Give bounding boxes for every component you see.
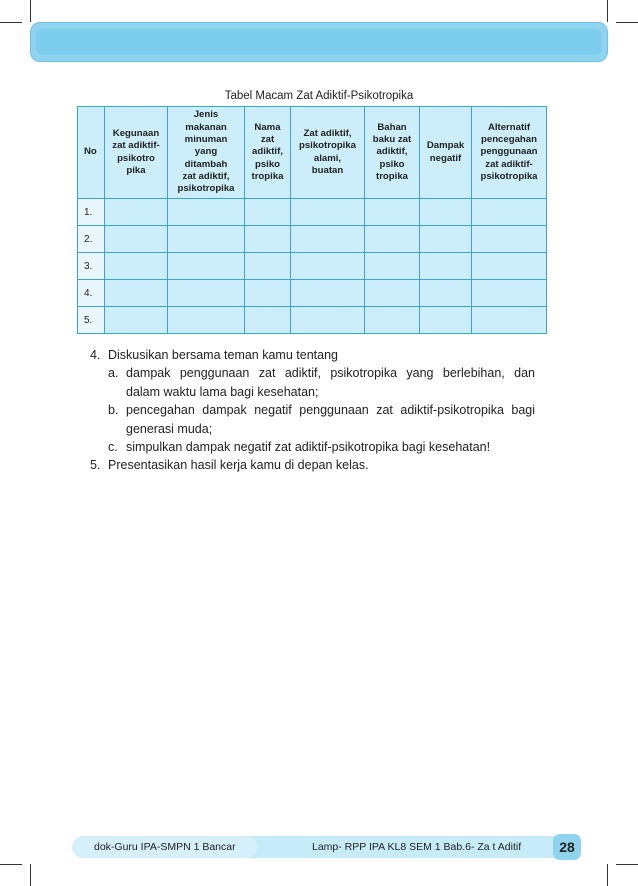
table-cell (168, 226, 245, 253)
page-number: 28 (553, 834, 581, 860)
sub-item-b: b. pencegahan dampak negatif penggunaan zat adiktif-psikotropika bagi generasi muda; (108, 403, 535, 436)
table-cell (472, 280, 547, 307)
crop-mark (616, 22, 638, 23)
table-cell (245, 199, 291, 226)
table-cell (245, 253, 291, 280)
table-cell (245, 307, 291, 334)
column-header: No (78, 107, 105, 199)
crop-mark (607, 864, 608, 886)
table-title: Tabel Macam Zat Adiktif-Psikotropika (224, 90, 414, 102)
table-cell (472, 307, 547, 334)
zat-adiktif-table (77, 106, 547, 334)
column-header: Nama zat adiktif, psiko tropika (245, 107, 291, 199)
table-cell (245, 280, 291, 307)
crop-mark (0, 864, 22, 865)
table-cell (365, 226, 420, 253)
crop-mark (30, 0, 31, 22)
table-cell (291, 280, 365, 307)
column-header: Jenis makanan minuman yang ditambah zat adiktif, psikotropika (168, 107, 245, 199)
table-cell (472, 199, 547, 226)
row-number: 3. (78, 253, 105, 280)
table-cell (472, 253, 547, 280)
table-cell (291, 199, 365, 226)
header-row (78, 107, 547, 199)
instruction-item-5: 5. Presentasikan hasil kerja kamu di depan kelas. (90, 458, 369, 473)
table-cell (365, 199, 420, 226)
table-cell (245, 226, 291, 253)
row-number: 1. (78, 199, 105, 226)
table-cell (291, 253, 365, 280)
crop-mark (0, 22, 22, 23)
table-cell (420, 280, 472, 307)
table-row (78, 280, 547, 307)
top-banner (30, 22, 608, 62)
table-cell (365, 280, 420, 307)
top-banner-inner (36, 29, 602, 55)
table-cell (105, 307, 168, 334)
instructions (90, 346, 535, 475)
table-cell (168, 253, 245, 280)
row-number: 4. (78, 280, 105, 307)
footer-right-label: Lamp- RPP IPA KL8 SEM 1 Bab.6- Za t Aditif (312, 841, 522, 853)
table-row (78, 307, 547, 334)
column-header: Kegunaan zat adiktif- psikotro pika (105, 107, 168, 199)
table-cell (291, 226, 365, 253)
crop-mark (607, 0, 608, 22)
table-cell (291, 307, 365, 334)
table-cell (365, 307, 420, 334)
row-number: 2. (78, 226, 105, 253)
table-cell (365, 253, 420, 280)
table-cell (168, 307, 245, 334)
table-cell (168, 280, 245, 307)
table-row (78, 226, 547, 253)
table-cell (420, 307, 472, 334)
crop-mark (30, 864, 31, 886)
table-cell (105, 280, 168, 307)
footer-left-label: dok-Guru IPA-SMPN 1 Bancar (72, 836, 257, 858)
table-row (78, 253, 547, 280)
table-cell (420, 253, 472, 280)
sub-item-a: a. dampak penggunaan zat adiktif, psikotropika yang berlebihan, dan dalam waktu lama bagi kesehatan; (108, 366, 535, 399)
row-number: 5. (78, 307, 105, 334)
table-row (78, 199, 547, 226)
instruction-item-4: 4. Diskusikan bersama teman kamu tentang a. dampak penggunaan zat adiktif, psikotropika yang berlebihan, dan dalam waktu lama bagi kesehatan; b. pencegahan dampak negatif penggunaan zat adiktif-psikotropika bagi generasi muda; c. simpulkan dampak negatif zat adiktif-psikotropika bagi kesehatan! (90, 346, 535, 456)
table-cell (420, 226, 472, 253)
table-cell (168, 199, 245, 226)
crop-mark (616, 864, 638, 865)
table-cell (420, 199, 472, 226)
table-body (78, 199, 547, 334)
table-cell (105, 199, 168, 226)
column-header: Dampak negatif (420, 107, 472, 199)
table-cell (105, 253, 168, 280)
table-cell (105, 226, 168, 253)
table-cell (472, 226, 547, 253)
column-header: Bahan baku zat adiktif, psiko tropika (365, 107, 420, 199)
column-header: Alternatif pencegahan penggunaan zat adiktif- psikotropika (472, 107, 547, 199)
column-header: Zat adiktif, psikotropika alami, buatan (291, 107, 365, 199)
sub-item-c: c. simpulkan dampak negatif zat adiktif-psikotropika bagi kesehatan! (108, 440, 491, 455)
